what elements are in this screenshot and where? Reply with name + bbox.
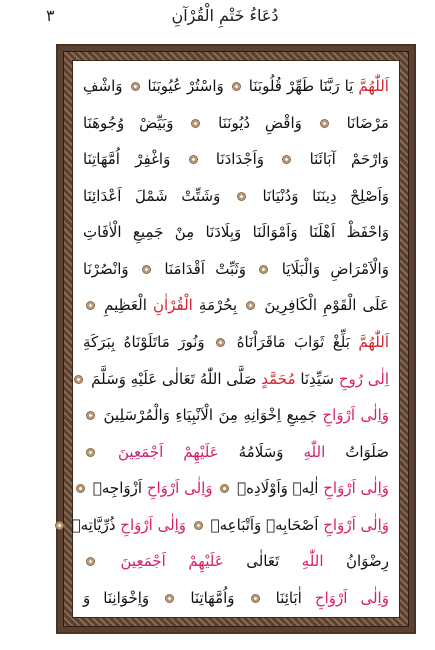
text-segment: وَاَصْلِحْ دِينَنَا وَدُنْيَانَا (262, 186, 389, 205)
text-line (83, 331, 389, 353)
text-segment: تَعَالٰى (246, 552, 280, 571)
text-segment: عَلَيْهِمْ اَجْمَعِينَ (118, 442, 219, 461)
text-segment: وَاغْفِرْ اُمَّهَاتِنَا (83, 150, 171, 169)
text-segment: وَثَبِّتْ اَقْدَامَنَا (164, 259, 246, 278)
text-segment: رِضْوَانُ (346, 552, 389, 571)
text-line (83, 258, 389, 280)
ornamental-border (56, 44, 416, 634)
verse-separator-icon (55, 521, 64, 530)
text-segment: وَبَيِّضْ وُجُوهَنَا (83, 113, 174, 132)
text-segment: بِحُرْمَةِ (198, 296, 238, 315)
verse-separator-icon (282, 155, 291, 164)
text-segment: جَمِيعِ اِخْوَانِهِ مِنَ الْاَنْبِيَاءِ وَالْمُرْسَلِينَ (103, 406, 317, 425)
verse-separator-icon (194, 521, 203, 530)
text-segment: اٰبَائِنَا (275, 588, 302, 607)
text-segment: وَاِخْوَانِنَا وَ (83, 588, 150, 607)
text-segment: اللّٰهِ (303, 442, 326, 461)
page-number: ٣ (46, 6, 55, 25)
text-panel (72, 60, 400, 618)
verse-separator-icon (131, 82, 140, 91)
text-segment: صَلَوَاتُ (345, 442, 389, 461)
text-line (71, 514, 389, 536)
text-line (83, 477, 389, 499)
verse-separator-icon (246, 301, 255, 310)
verse-separator-icon (189, 155, 198, 164)
verse-separator-icon (259, 265, 268, 274)
text-segment: وَاُمَّهَاتِنَا (190, 588, 235, 607)
verse-separator-icon (216, 338, 225, 347)
text-segment: اَللّٰهُمَّ (358, 77, 389, 95)
ornamental-border-pattern (63, 51, 409, 627)
text-segment: مُحَمَّدٍ (261, 369, 296, 388)
verse-separator-icon (74, 375, 83, 384)
text-segment: مَرْضَانَا (346, 113, 389, 132)
text-line (83, 185, 389, 207)
verse-separator-icon (165, 594, 174, 603)
text-segment: اللّٰهِ (301, 552, 324, 571)
text-segment: سَيِّدِنَا (300, 369, 335, 388)
text-segment: بَلِّغْ ثَوَابَ مَاقَرَاْنَاهُ (236, 332, 350, 351)
text-segment: وَارْحَمْ آبَائَنَا (309, 150, 389, 169)
text-segment: وَاِلٰى اَرْوَاحِ (146, 479, 213, 498)
text-segment: عَلَيْهِمْ اَجْمَعِينَ (120, 552, 224, 571)
text-segment: وَاِلٰى اَرْوَاحِ (323, 515, 389, 534)
verse-separator-icon (142, 265, 151, 274)
text-segment: الْقُرْاٰنِ (153, 296, 193, 315)
text-segment: وَاسْتُرْ عُيُوبَنَا (147, 77, 224, 95)
text-segment: وَنُورَ مَاتَلَوْنَاهُ بِبَرَكَةِ (83, 332, 205, 351)
verse-separator-icon (320, 119, 329, 128)
text-line (83, 221, 389, 243)
text-segment: وَاِلٰى اَرْوَاحِ (322, 406, 389, 425)
text-segment: الْعَظِيمِ (104, 296, 147, 315)
verse-separator-icon (76, 484, 85, 493)
text-line (83, 441, 389, 463)
text-segment: تَعَالٰى عَلَيْهِ وَسَلَّمَ (91, 369, 195, 388)
text-segment: ذُرِّيَّاتِهٖ (71, 515, 116, 534)
running-title: دُعَاءُ خَتْمِ الْقُرْآنِ (171, 6, 279, 25)
text-line (83, 550, 389, 572)
text-segment: اَزْوَاجِهٖ (92, 479, 143, 498)
verse-separator-icon (86, 448, 95, 457)
text-segment: وَالْاَمْرَاضِ وَالْبَلَايَا (281, 259, 389, 278)
text-segment: وَشَتِّتْ شَمْلَ اَعْدَائِنَا (83, 186, 221, 205)
verse-separator-icon (191, 119, 200, 128)
verse-separator-icon (86, 301, 95, 310)
text-segment: اَللّٰهُمَّ (358, 332, 389, 351)
verse-separator-icon (86, 411, 95, 420)
verse-separator-icon (220, 484, 229, 493)
text-segment: وَاِلٰى اَرْوَاحِ (120, 515, 187, 534)
text-line (83, 148, 389, 170)
text-segment: اِلٰى رُوحِ (338, 369, 389, 388)
text-segment: وَاِلٰى اَرْوَاحِ (314, 588, 389, 607)
text-segment: صَلَّى اللّٰهُ (199, 369, 257, 388)
verse-separator-icon (251, 594, 260, 603)
text-segment: وَاشْفِ (83, 77, 123, 95)
text-segment: اَصْحَابِهٖ وَاَتْبَاعِهٖ (210, 515, 319, 534)
page-header (0, 0, 435, 44)
text-line (83, 587, 389, 609)
text-line (83, 294, 389, 316)
verse-separator-icon (86, 557, 95, 566)
verse-separator-icon (232, 82, 241, 91)
verse-separator-icon (237, 192, 246, 201)
text-segment: وَانْصُرْنَا (83, 259, 129, 278)
text-segment: يَا رَبَّنَا طَهِّرْ قُلُوبَنَا (248, 77, 354, 95)
text-line (83, 404, 389, 426)
text-segment: وَاَجْدَادَنَا (215, 150, 265, 169)
text-line (83, 112, 389, 134)
text-segment: اٰلِهٖ وَاَوْلَادِهٖ (237, 479, 319, 498)
text-segment: وَاحْفَظْ اَهْلَنَا وَاَمْوَالَنَا وَبِلَادَنَا مِنْ جَمِيعِ الْاٰفَاتِ (83, 223, 389, 242)
text-segment: وَسَلَامُهُ (238, 442, 284, 461)
text-line (83, 75, 389, 97)
text-line (83, 368, 389, 390)
text-segment: وَاقْضِ دُيُونَنَا (218, 113, 302, 132)
text-segment: عَلَى الْقَوْمِ الْكَافِرِينَ (264, 296, 389, 315)
text-segment: وَاِلٰى اَرْوَاحِ (323, 479, 389, 498)
